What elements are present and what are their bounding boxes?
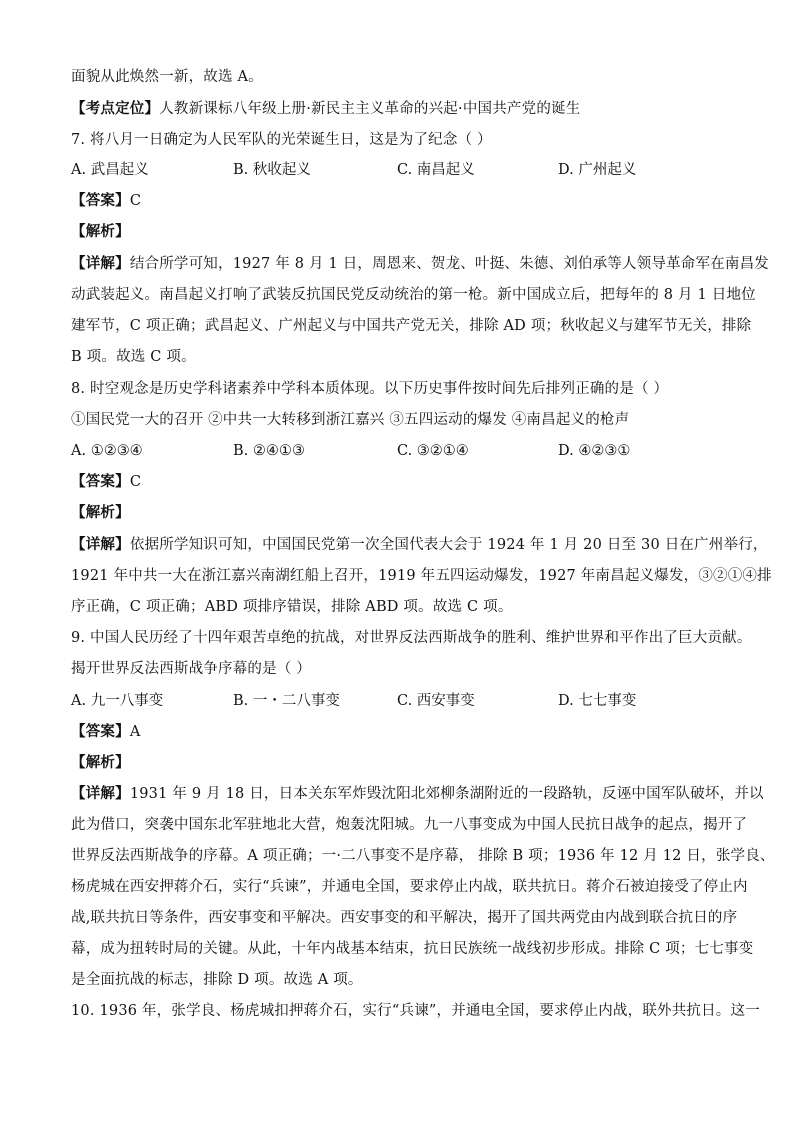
q8-option-b: B. ②④①③ (233, 443, 305, 459)
q8-answer-value: C (129, 474, 142, 490)
q7-jiexi: 【解析】 (71, 223, 130, 240)
q7-answer-tag: 【答案】 (71, 192, 130, 209)
q7-option-c: C. 南昌起义 (397, 162, 475, 178)
q7-detail-line: B 项。故选 C 项。 (71, 349, 196, 365)
q9-option-b: B. 一・二八事变 (233, 693, 340, 709)
q8-detail-text: 依据所学知识可知，中国国民党第一次全国代表大会于 1924 年 1 月 20 日至 30 日在广州举行， (129, 537, 768, 553)
q9-jiexi: 【解析】 (71, 754, 130, 771)
q9-detail-line: 杨虎城在西安押蒋介石，实行“兵谏”，并通电全国，要求停止内战，联共抗日。蒋介石被迫接受了停止内 (71, 879, 748, 895)
kaodian-tag: 【考点定位】 (71, 100, 160, 117)
q9-stem: 揭开世界反法西斯战争序幕的是（ ） (71, 661, 312, 677)
q7-option-b: B. 秋收起义 (233, 162, 311, 178)
q9-detail-line (71, 784, 764, 804)
q9-detail-line: 战,联共抗日等条件，西安事变和平解决。西安事变的和平解决，揭开了国共两党由内战到联合抗日的序 (71, 910, 738, 926)
q9-detail-tag: 【详解】 (71, 785, 130, 802)
q9-option-a: A. 九一八事变 (71, 693, 164, 709)
q7-stem: 7. 将八月一日确定为人民军队的光荣诞生日，这是为了纪念（ ） (71, 132, 492, 148)
q8-detail-tag: 【详解】 (71, 536, 130, 553)
q9-answer-value: A (129, 724, 141, 740)
q8-detail-line: 1921 年中共一大在浙江嘉兴南湖红船上召开，1919 年五四运动爆发，1927 年南昌起义爆发，③②①④排 (71, 568, 772, 584)
q7-detail-text: 结合所学可知，1927 年 8 月 1 日，周恩来、贺龙、叶挺、朱德、刘伯承等人领导革命军在南昌发 (129, 256, 770, 272)
q9-answer-tag: 【答案】 (71, 723, 130, 740)
q7-detail-tag: 【详解】 (71, 255, 130, 272)
q9-detail-line: 幕，成为扭转时局的关键。从此，十年内战基本结束，抗日民族统一战线初步形成。排除 C 项；七七事变 (71, 941, 754, 957)
q9-detail-line: 此为借口，突袭中国东北军驻地北大营，炮轰沈阳城。九一八事变成为中国人民抗日战争的起点，揭开了 (71, 817, 748, 833)
q8-stem: 8. 时空观念是历史学科诸素养中学科本质体现。以下历史事件按时间先后排列正确的是（ ） (71, 381, 669, 397)
q7-option-d: D. 广州起义 (558, 162, 637, 178)
q7-detail-line (71, 254, 770, 274)
kaodian-line (71, 99, 723, 119)
q7-answer-value: C (129, 193, 142, 209)
q7-detail-line: 动武装起义。南昌起义打响了武装反抗国民党反动统治的第一枪。新中国成立后，把每年的 8 月 1 日地位 (71, 287, 756, 303)
q9-detail-text: 1931 年 9 月 18 日，日本关东军炸毁沈阳北郊柳条湖附近的一段路轨，反诬中国军队破坏，并以 (129, 786, 764, 802)
q8-option-d: D. ④②③① (558, 443, 631, 459)
q8-answer-tag: 【答案】 (71, 473, 130, 490)
q9-detail-line: 是全面抗战的标志，排除 D 项。故选 A 项。 (71, 972, 363, 988)
q7-answer (71, 191, 723, 211)
q8-detail-line (71, 535, 768, 555)
q8-events: ①国民党一大的召开 ②中共一大转移到浙江嘉兴 ③五四运动的爆发 ④南昌起义的枪声 (71, 412, 630, 428)
kaodian-text: 人教新课标八年级上册·新民主主义革命的兴起·中国共产党的诞生 (159, 101, 581, 117)
q8-option-a: A. ①②③④ (71, 443, 143, 459)
q9-stem: 9. 中国人民历经了十四年艰苦卓绝的抗战，对世界反法西斯战争的胜利、维护世界和平作出了巨大贡献。 (71, 630, 752, 646)
q8-detail-line: 序正确，C 项正确；ABD 项排序错误，排除 ABD 项。故选 C 项。 (71, 599, 513, 615)
q9-detail-line: 世界反法西斯战争的序幕。A 项正确；一·二八事变不是序幕， 排除 B 项；1936 年 12 月 12 日，张学良、 (71, 848, 775, 864)
q9-answer (71, 722, 723, 742)
q9-option-d: D. 七七事变 (558, 693, 637, 709)
q8-answer (71, 472, 723, 492)
q7-option-a: A. 武昌起义 (71, 162, 149, 178)
intro-line: 面貌从此焕然一新，故选 A。 (71, 69, 263, 85)
q10-stem: 10. 1936 年，张学良、杨虎城扣押蒋介石，实行“兵谏”，并通电全国，要求停止内战，联外共抗日。这一 (71, 1003, 760, 1019)
q8-jiexi: 【解析】 (71, 504, 130, 521)
q8-option-c: C. ③②①④ (397, 443, 469, 459)
q9-option-c: C. 西安事变 (397, 693, 475, 709)
q7-detail-line: 建军节，C 项正确；武昌起义、广州起义与中国共产党无关，排除 AD 项；秋收起义与建军节无关，排除 (71, 318, 752, 334)
